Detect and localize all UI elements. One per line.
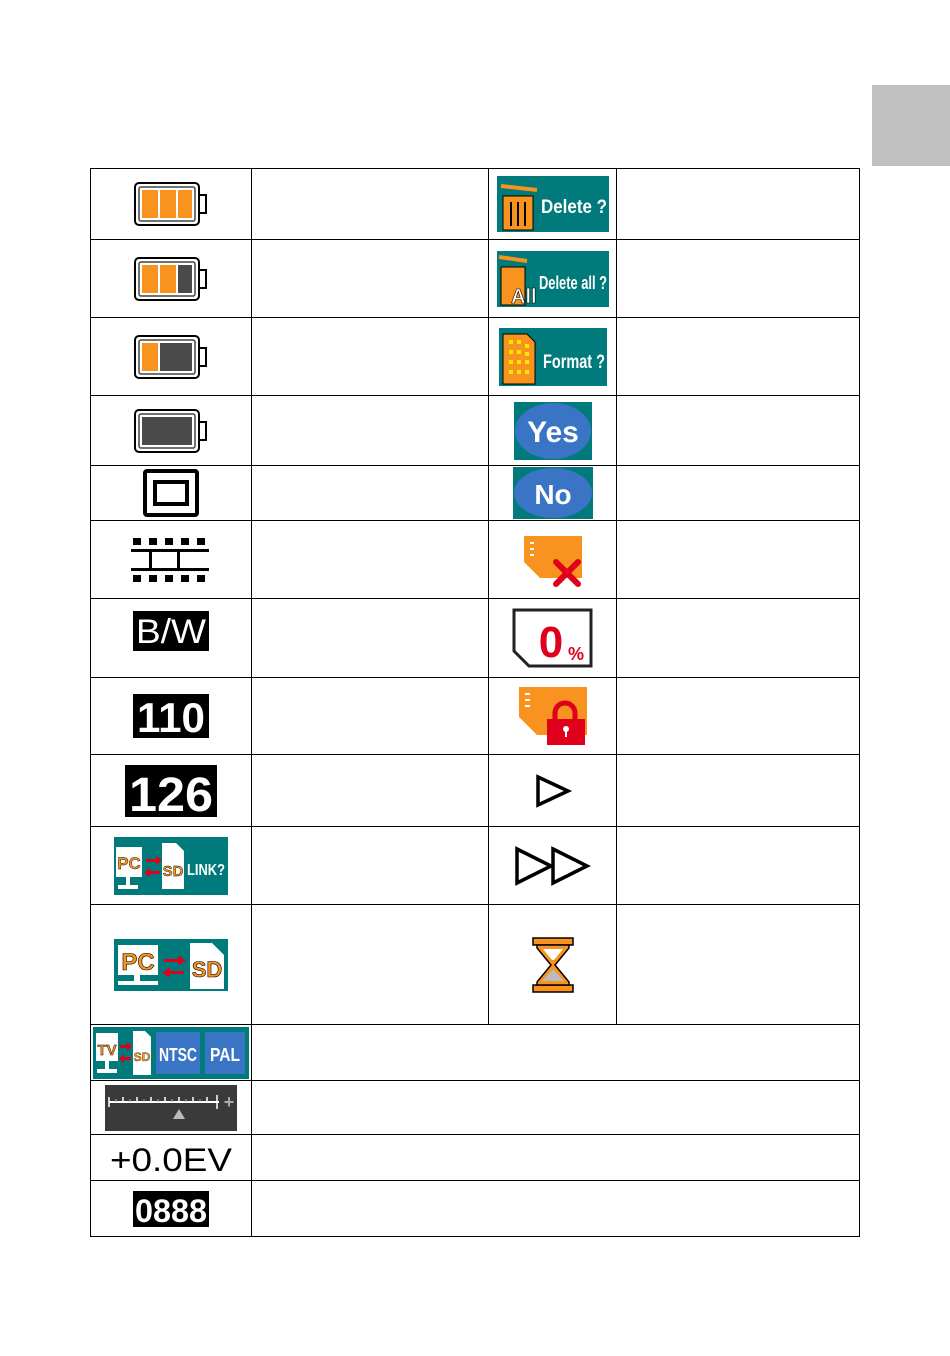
tv-output-icon — [93, 1027, 249, 1079]
battery-empty-icon — [133, 408, 209, 454]
sd-label: SD — [162, 862, 184, 880]
ev-label: +0.0EV — [110, 1141, 233, 1178]
film-strip-icon — [131, 536, 211, 584]
description-cell — [252, 905, 489, 1025]
table-row — [91, 905, 860, 1025]
battery-one-third-icon — [133, 334, 209, 380]
description-cell — [617, 678, 860, 755]
sd-label: SD — [133, 1049, 151, 1064]
description-cell — [617, 240, 860, 318]
counter-cell — [91, 1181, 252, 1237]
delete-all-prompt-cell — [489, 240, 617, 318]
table-row — [91, 827, 860, 905]
sd-card-icon — [190, 943, 224, 989]
table-row — [91, 1181, 860, 1237]
memory-card-icon — [503, 334, 535, 384]
delete-all-sub: All — [510, 285, 537, 308]
description-cell — [617, 827, 860, 905]
link-label: LINK? — [187, 861, 225, 879]
counter-label: 0888 — [135, 1192, 207, 1229]
description-cell — [617, 396, 860, 466]
tv-mode-cell — [91, 1025, 252, 1081]
sd-label: SD — [191, 956, 223, 982]
card-locked-cell — [489, 678, 617, 755]
battery-full-icon — [133, 181, 209, 227]
description-cell — [252, 318, 489, 396]
film-strip-cell — [91, 521, 252, 599]
format-prompt-cell — [489, 318, 617, 396]
battery-two-thirds-cell — [91, 240, 252, 318]
description-cell — [617, 755, 860, 827]
frame-cell — [91, 466, 252, 521]
card-locked-icon — [515, 685, 591, 747]
tv-label: TV — [97, 1041, 117, 1059]
table-row — [91, 678, 860, 755]
ev-scale-cell — [91, 1081, 252, 1135]
description-cell — [252, 466, 489, 521]
ev-value-cell — [91, 1135, 252, 1181]
plus-sign: + — [223, 1091, 235, 1112]
bw-mode-icon — [133, 611, 209, 651]
ntsc-label: NTSC — [159, 1044, 197, 1065]
description-cell — [252, 599, 489, 678]
description-cell — [617, 318, 860, 396]
film-110-label: 110 — [137, 694, 205, 741]
frame-mode-icon — [142, 468, 200, 518]
delete-all-prompt-icon — [497, 251, 609, 307]
format-prompt-icon — [499, 328, 607, 386]
frame-counter-icon — [133, 1191, 209, 1227]
film-110-cell — [91, 678, 252, 755]
fast-forward-cell — [489, 827, 617, 905]
delete-label: Delete ? — [540, 197, 607, 218]
description-cell — [252, 521, 489, 599]
table-row — [91, 396, 860, 466]
description-cell — [252, 678, 489, 755]
yes-cell — [489, 396, 617, 466]
pc-sd-link-icon — [114, 837, 228, 895]
description-cell — [617, 905, 860, 1025]
film-126-icon — [125, 765, 217, 822]
battery-full-cell — [91, 169, 252, 240]
description-cell — [252, 396, 489, 466]
hourglass-icon — [531, 936, 575, 994]
film-126-cell — [91, 755, 252, 827]
bw-label: B/W — [136, 613, 206, 651]
description-cell — [252, 827, 489, 905]
ev-value-icon — [108, 1141, 234, 1178]
no-label: No — [533, 479, 572, 510]
description-cell — [252, 169, 489, 240]
table-row — [91, 1135, 860, 1181]
yes-button-icon — [514, 402, 592, 460]
bw-cell — [91, 599, 252, 678]
card-full-cell — [489, 599, 617, 678]
film-126-label: 126 — [129, 768, 213, 822]
exposure-scale-icon — [105, 1085, 237, 1131]
delete-prompt-icon — [497, 176, 609, 232]
description-cell — [617, 169, 860, 240]
description-cell — [252, 1181, 860, 1237]
pal-label: PAL — [210, 1044, 240, 1065]
card-error-icon — [520, 532, 586, 588]
chapter-tab — [872, 85, 950, 166]
table-row — [91, 466, 860, 521]
pc-label: PC — [117, 853, 141, 873]
no-cell — [489, 466, 617, 521]
description-cell — [617, 521, 860, 599]
play-icon — [533, 773, 573, 809]
table-row — [91, 599, 860, 678]
table-row — [91, 240, 860, 318]
card-capacity-icon — [511, 607, 595, 669]
fast-forward-icon — [513, 845, 593, 887]
sd-card-icon — [162, 843, 184, 889]
sd-card-icon — [133, 1031, 151, 1075]
battery-empty-cell — [91, 396, 252, 466]
pc-sd-link-cell — [91, 827, 252, 905]
table-row — [91, 169, 860, 240]
icon-table — [90, 168, 860, 1237]
format-label: Format ? — [542, 351, 605, 373]
description-cell — [252, 1025, 860, 1081]
pc-sd-cell — [91, 905, 252, 1025]
zero-label: 0 — [538, 618, 563, 667]
yes-label: Yes — [526, 415, 579, 449]
battery-two-thirds-icon — [133, 256, 209, 302]
description-cell — [252, 1135, 860, 1181]
card-error-cell — [489, 521, 617, 599]
table-row — [91, 318, 860, 396]
delete-prompt-cell — [489, 169, 617, 240]
description-cell — [617, 466, 860, 521]
table-row — [91, 1025, 860, 1081]
battery-one-third-cell — [91, 318, 252, 396]
pc-sd-transfer-icon — [114, 939, 228, 991]
table-row — [91, 755, 860, 827]
film-110-icon — [133, 694, 209, 741]
description-cell — [617, 599, 860, 678]
table-row — [91, 521, 860, 599]
play-cell — [489, 755, 617, 827]
description-cell — [252, 1081, 860, 1135]
table-row — [91, 1081, 860, 1135]
delete-all-label: Delete all ? — [538, 272, 607, 293]
hourglass-cell — [489, 905, 617, 1025]
percent-label: % — [567, 644, 584, 664]
description-cell — [252, 240, 489, 318]
description-cell — [252, 755, 489, 827]
pc-label: PC — [121, 948, 155, 976]
no-button-icon — [513, 467, 593, 519]
